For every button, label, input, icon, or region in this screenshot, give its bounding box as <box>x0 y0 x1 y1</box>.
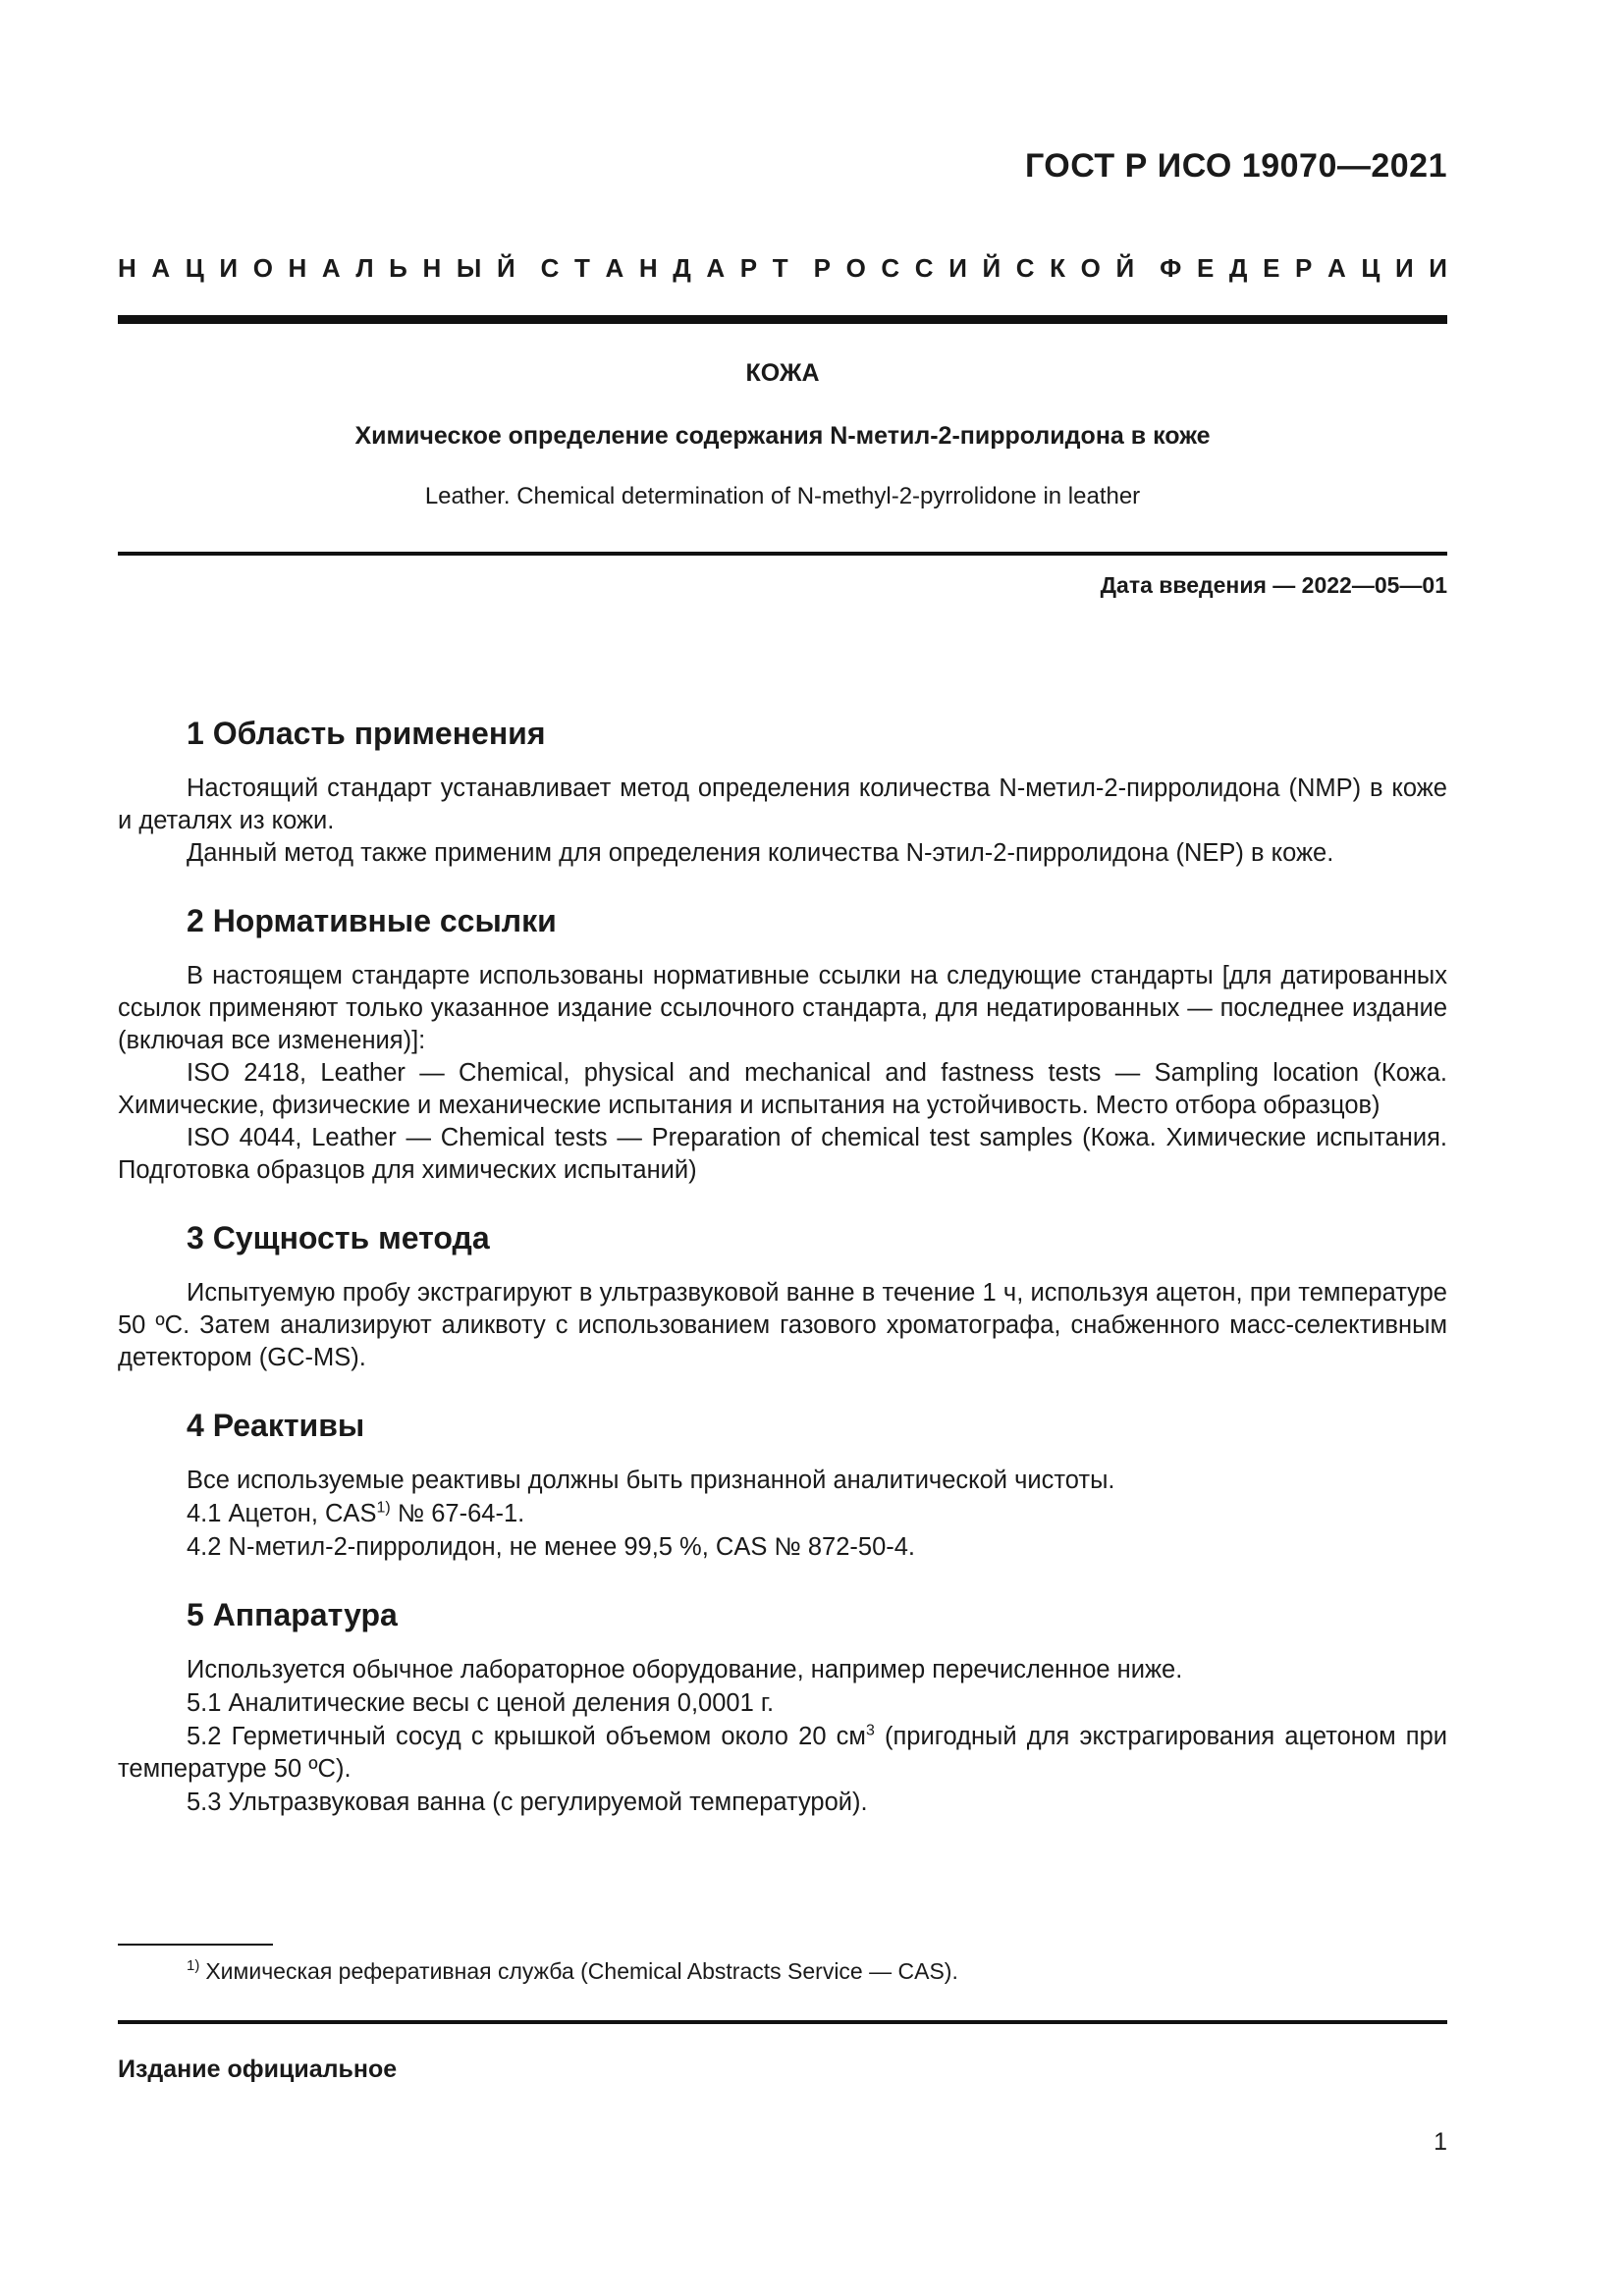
item-text: (пригодный для экстрагирования ацетоном при температуре 50 ºС). <box>118 1723 1447 1783</box>
list-item: 5.1 Аналитические весы с ценой деления 0,0001 г. <box>187 1689 775 1717</box>
paragraph: Испытуемую пробу экстрагируют в ультразвуковой ванне в течение 1 ч, используя ацетон, при температуре 50 ºС. Затем анализируют аликвоту с использованием газового хроматографа, снабженного масс-селективным детектором (GC-MS). <box>118 1279 1447 1371</box>
national-standard-banner <box>118 253 1447 284</box>
list-item: 5.3 Ультразвуковая ванна (с регулируемой температурой). <box>187 1789 868 1816</box>
list-item <box>118 1498 1447 1530</box>
paragraph: Настоящий стандарт устанавливает метод определения количества N-метил-2-пирролидона (NMP) в коже и деталях из кожи. <box>118 774 1447 834</box>
footnote <box>187 1958 958 1985</box>
reference-item: ISO 4044, Leather — Chemical tests — Preparation of chemical test samples (Кожа. Химические испытания. Подготовка образцов для химических испытаний) <box>118 1124 1447 1184</box>
section-apparatus <box>118 1593 1447 1819</box>
standard-code: ГОСТ Р ИСО 19070—2021 <box>1024 147 1447 185</box>
item-text: № 67-64-1. <box>390 1500 525 1527</box>
paragraph: В настоящем стандарте использованы нормативные ссылки на следующие стандарты [для датированных ссылок применяют только указанное издание ссылочного стандарта, для недатированных — последнее издание (включая все изменения)]: <box>118 962 1447 1054</box>
item-text: 4.1 Ацетон, CAS <box>187 1500 377 1527</box>
footnote-reference: 1) <box>376 1499 391 1517</box>
section-normative-references <box>118 899 1447 1187</box>
section-heading: 2 Нормативные ссылки <box>187 903 557 938</box>
section-scope <box>118 712 1447 870</box>
banner-word: Н А Ц И О Н А Л Ь Н Ы Й <box>118 253 515 283</box>
document-body <box>118 712 1447 1848</box>
banner-word: Р О С С И Й С К О Й <box>813 253 1135 283</box>
reference-item: ISO 2418, Leather — Chemical, physical and mechanical and fastness tests — Sampling location (Кожа. Химические, физические и механические испытания и испытания на устойчивость. Место отбора образцов) <box>118 1059 1447 1119</box>
banner-word: Ф Е Д Е Р А Ц И И <box>1160 253 1447 283</box>
footer-divider <box>118 2020 1447 2024</box>
section-method-principle <box>118 1216 1447 1374</box>
section-reagents <box>118 1404 1447 1564</box>
header-divider <box>118 315 1447 324</box>
introduction-date: Дата введения — 2022—05—01 <box>1100 572 1447 598</box>
paragraph: Данный метод также применим для определения количества N-этил-2-пирролидона (NEP) в коже. <box>187 839 1334 867</box>
section-heading: 1 Область применения <box>187 716 546 751</box>
document-title: КОЖА <box>745 359 820 387</box>
title-divider <box>118 552 1447 556</box>
paragraph: Все используемые реактивы должны быть признанной аналитической чистоты. <box>187 1467 1115 1494</box>
footnote-text: Химическая реферативная служба (Chemical Abstracts Service — CAS). <box>205 1958 958 1984</box>
english-title: Leather. Chemical determination of N-methyl-2-pyrrolidone in leather <box>424 483 1141 509</box>
section-heading: 3 Сущность метода <box>187 1220 490 1255</box>
footnote-marker: 1) <box>187 1957 200 1975</box>
footnote-separator <box>118 1944 273 1946</box>
page-number: 1 <box>1434 2128 1447 2156</box>
list-item: 4.2 N-метил-2-пирролидон, не менее 99,5 %, CAS № 872-50-4. <box>187 1533 916 1561</box>
section-heading: 4 Реактивы <box>187 1408 365 1443</box>
item-text: 5.2 Герметичный сосуд с крышкой объемом около 20 см <box>187 1723 866 1750</box>
superscript: 3 <box>865 1722 875 1739</box>
official-edition-label: Издание официальное <box>118 2056 398 2083</box>
banner-word: С Т А Н Д А Р Т <box>540 253 788 283</box>
list-item <box>118 1721 1447 1786</box>
section-heading: 5 Аппаратура <box>187 1597 398 1632</box>
document-subtitle: Химическое определение содержания N-метил-2-пирролидона в коже <box>354 422 1211 450</box>
paragraph: Используется обычное лабораторное оборудование, например перечисленное ниже. <box>187 1656 1183 1683</box>
